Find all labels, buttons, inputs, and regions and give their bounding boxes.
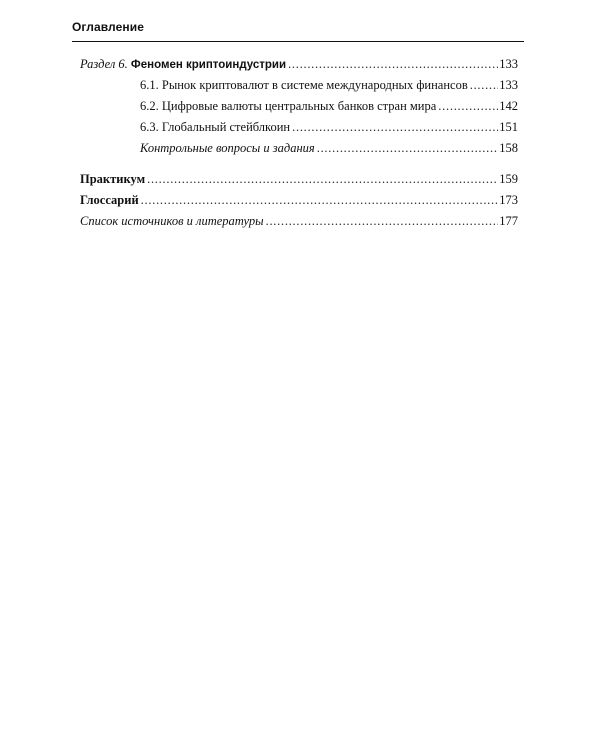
dot-leader — [438, 96, 498, 117]
header-rule — [72, 41, 524, 42]
toc-entry-title: 6.3. Глобальный стейблкоин — [140, 120, 291, 134]
toc-entry-page: 133 — [499, 78, 518, 92]
table-of-contents — [72, 54, 518, 232]
toc-entry-page: 159 — [499, 172, 518, 186]
section-label: Раздел 6. — [80, 57, 128, 71]
dot-leader — [288, 54, 498, 75]
toc-entry-title: 6.1. Рынок криптовалют в системе международных финансов — [140, 78, 468, 92]
dot-leader — [317, 138, 499, 159]
toc-entry-title: 6.2. Цифровые валюты центральных банков стран мира — [140, 99, 437, 113]
toc-entry-title: Список источников и литературы — [80, 214, 264, 228]
toc-entry-6-2[interactable] — [72, 96, 518, 117]
toc-entry-page: 133 — [499, 57, 518, 71]
toc-entry-title: Глоссарий — [80, 193, 139, 207]
toc-entry-sources[interactable] — [72, 211, 518, 232]
toc-entry-section-6[interactable] — [72, 54, 518, 75]
dot-leader — [292, 117, 498, 138]
toc-entry-page: 151 — [499, 120, 518, 134]
section-title: Феномен криптоиндустрии — [130, 59, 287, 71]
dot-leader — [147, 169, 498, 190]
toc-entry-page: 158 — [499, 141, 518, 155]
toc-entry-title: Практикум — [80, 172, 146, 186]
toc-entry-page: 177 — [499, 214, 518, 228]
dot-leader — [470, 75, 499, 96]
toc-entry-page: 142 — [499, 99, 518, 113]
toc-entry-practicum[interactable] — [72, 169, 518, 190]
dot-leader — [266, 211, 499, 232]
toc-entry-page: 173 — [499, 193, 518, 207]
toc-entry-title — [80, 54, 288, 76]
toc-entry-6-3[interactable] — [72, 117, 518, 138]
toc-spacer — [72, 159, 518, 169]
toc-entry-glossary[interactable] — [72, 190, 518, 211]
running-head-title: Оглавление — [72, 20, 144, 34]
toc-entry-title: Контрольные вопросы и задания — [140, 141, 315, 155]
toc-entry-6-1[interactable] — [72, 75, 518, 96]
toc-entry-control-questions[interactable] — [72, 138, 518, 159]
dot-leader — [141, 190, 499, 211]
